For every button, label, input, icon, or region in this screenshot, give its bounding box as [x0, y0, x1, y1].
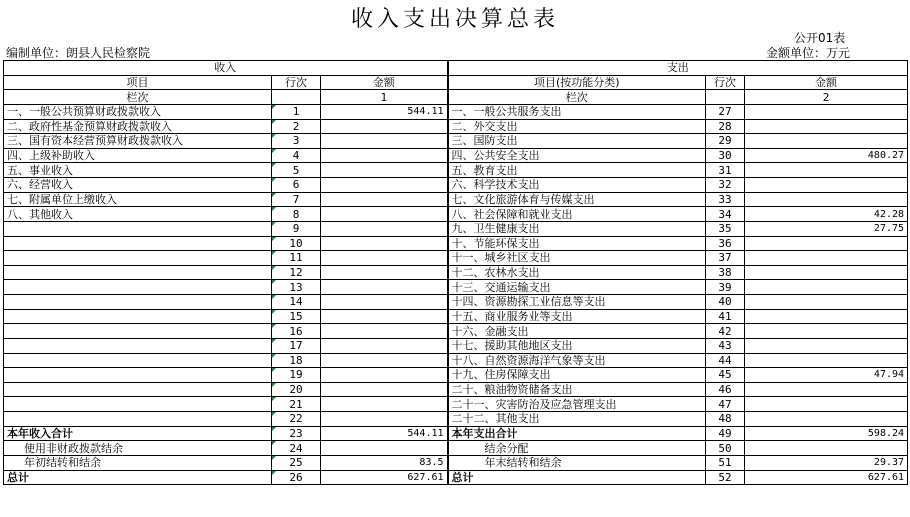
expense-item: 二十、粮油物资储备支出 — [448, 382, 706, 397]
income-amount — [321, 148, 448, 163]
income-row-no: 20 — [272, 382, 321, 397]
income-amount — [321, 368, 448, 383]
form-number: 公开01表 — [794, 31, 846, 45]
expense-row-no: 27 — [706, 104, 745, 119]
expense-row-no: 44 — [706, 353, 745, 368]
expense-amount — [745, 353, 908, 368]
income-item: 六、经营收入 — [4, 178, 272, 193]
summary-expense-row-no: 51 — [706, 455, 745, 470]
table-row — [4, 353, 908, 368]
income-amount — [321, 338, 448, 353]
expense-item: 二十二、其他支出 — [448, 412, 706, 427]
table-row — [4, 368, 908, 383]
reporting-unit: 编制单位：朗县人民检察院 — [6, 46, 151, 60]
table-row — [4, 207, 908, 222]
expense-amount — [745, 119, 908, 134]
expense-amount — [745, 104, 908, 119]
income-item — [4, 338, 272, 353]
table-row — [4, 221, 908, 236]
expense-amount — [745, 338, 908, 353]
table-row — [4, 265, 908, 280]
expense-column-index: 2 — [745, 90, 908, 105]
expense-column-blank — [706, 90, 745, 105]
expense-item: 一、一般公共服务支出 — [448, 104, 706, 119]
income-item — [4, 295, 272, 310]
expense-amount — [745, 265, 908, 280]
expense-amount — [745, 251, 908, 266]
expense-row-no: 39 — [706, 280, 745, 295]
expense-amount — [745, 309, 908, 324]
income-item — [4, 353, 272, 368]
summary-income-item: 总计 — [4, 470, 272, 485]
expense-row-no: 46 — [706, 382, 745, 397]
income-amount — [321, 119, 448, 134]
summary-row — [4, 455, 908, 470]
amount-unit: 金额单位：万元 — [766, 46, 851, 60]
expense-row-no: 35 — [706, 221, 745, 236]
income-item-header: 项目 — [4, 75, 272, 90]
expense-amount — [745, 397, 908, 412]
summary-income-item: 本年收入合计 — [4, 426, 272, 441]
expense-amount — [745, 178, 908, 193]
expense-row-no: 29 — [706, 134, 745, 149]
expense-item: 十六、金融支出 — [448, 324, 706, 339]
expense-row-no: 43 — [706, 338, 745, 353]
expense-amount — [745, 236, 908, 251]
expense-row-no: 47 — [706, 397, 745, 412]
income-row-no: 17 — [272, 338, 321, 353]
income-column-index: 1 — [321, 90, 448, 105]
income-row-no: 16 — [272, 324, 321, 339]
table-row — [4, 397, 908, 412]
expense-item: 十、节能环保支出 — [448, 236, 706, 251]
table-row — [4, 324, 908, 339]
income-amount — [321, 134, 448, 149]
income-item — [4, 397, 272, 412]
income-row-no: 8 — [272, 207, 321, 222]
income-item — [4, 251, 272, 266]
summary-row — [4, 426, 908, 441]
income-item: 八、其他收入 — [4, 207, 272, 222]
income-amount — [321, 265, 448, 280]
expense-amount: 42.28 — [745, 207, 908, 222]
income-amount — [321, 163, 448, 178]
expense-amount-header: 金额 — [745, 75, 908, 90]
income-row-no: 14 — [272, 295, 321, 310]
income-amount — [321, 397, 448, 412]
income-amount — [321, 236, 448, 251]
table-row — [4, 119, 908, 134]
income-item: 二、政府性基金预算财政拨款收入 — [4, 119, 272, 134]
income-item: 四、上级补助收入 — [4, 148, 272, 163]
summary-income-amount: 627.61 — [321, 470, 448, 485]
table-row — [4, 309, 908, 324]
expense-item: 十四、资源勘探工业信息等支出 — [448, 295, 706, 310]
income-item — [4, 368, 272, 383]
summary-expense-row-no: 52 — [706, 470, 745, 485]
expense-item: 八、社会保障和就业支出 — [448, 207, 706, 222]
table-row — [4, 251, 908, 266]
income-amount — [321, 251, 448, 266]
summary-expense-item: 总计 — [448, 470, 706, 485]
summary-row — [4, 441, 908, 456]
expense-row-no: 48 — [706, 412, 745, 427]
income-amount — [321, 221, 448, 236]
income-column-blank — [272, 90, 321, 105]
summary-income-row-no: 26 — [272, 470, 321, 485]
income-row-no: 18 — [272, 353, 321, 368]
expense-item: 二十一、灾害防治及应急管理支出 — [448, 397, 706, 412]
summary-income-row-no: 24 — [272, 441, 321, 456]
income-amount — [321, 280, 448, 295]
expense-item: 三、国防支出 — [448, 134, 706, 149]
income-amount — [321, 382, 448, 397]
expense-item: 十三、交通运输支出 — [448, 280, 706, 295]
summary-row — [4, 470, 908, 485]
expense-item: 十八、自然资源海洋气象等支出 — [448, 353, 706, 368]
expense-amount — [745, 295, 908, 310]
income-amount — [321, 412, 448, 427]
income-amount-header: 金额 — [321, 75, 448, 90]
table-row — [4, 134, 908, 149]
expense-amount — [745, 412, 908, 427]
expense-amount — [745, 163, 908, 178]
income-row-no: 5 — [272, 163, 321, 178]
expense-item: 二、外交支出 — [448, 119, 706, 134]
income-item: 一、一般公共预算财政拨款收入 — [4, 104, 272, 119]
table-row — [4, 148, 908, 163]
summary-expense-row-no: 49 — [706, 426, 745, 441]
expense-row-no: 34 — [706, 207, 745, 222]
income-row-no: 12 — [272, 265, 321, 280]
expense-row-no: 41 — [706, 309, 745, 324]
summary-expense-item: 本年支出合计 — [448, 426, 706, 441]
income-item — [4, 221, 272, 236]
expense-row-no: 33 — [706, 192, 745, 207]
income-row-no: 22 — [272, 412, 321, 427]
header-row-columns — [4, 75, 908, 90]
expense-row-no: 31 — [706, 163, 745, 178]
expense-row-no: 30 — [706, 148, 745, 163]
income-amount — [321, 309, 448, 324]
expense-row-no: 36 — [706, 236, 745, 251]
expense-item: 十二、农林水支出 — [448, 265, 706, 280]
table-row — [4, 412, 908, 427]
table-row — [4, 280, 908, 295]
expense-amount — [745, 134, 908, 149]
income-amount: 544.11 — [321, 104, 448, 119]
expense-amount: 480.27 — [745, 148, 908, 163]
table-row — [4, 104, 908, 119]
income-item — [4, 280, 272, 295]
income-amount — [321, 192, 448, 207]
table-row — [4, 295, 908, 310]
expense-item: 七、文化旅游体育与传媒支出 — [448, 192, 706, 207]
summary-income-row-no: 23 — [272, 426, 321, 441]
table-row — [4, 236, 908, 251]
expense-section-header: 支出 — [448, 61, 908, 76]
income-amount — [321, 178, 448, 193]
income-item — [4, 309, 272, 324]
expense-amount: 47.94 — [745, 368, 908, 383]
income-row-no: 7 — [272, 192, 321, 207]
expense-item-header: 项目(按功能分类) — [448, 75, 706, 90]
expense-item: 九、卫生健康支出 — [448, 221, 706, 236]
expense-row-no: 42 — [706, 324, 745, 339]
expense-row-no: 32 — [706, 178, 745, 193]
expense-amount — [745, 324, 908, 339]
income-row-no: 10 — [272, 236, 321, 251]
expense-column-label: 栏次 — [448, 90, 706, 105]
income-amount — [321, 353, 448, 368]
expense-row-no: 37 — [706, 251, 745, 266]
expense-item: 十一、城乡社区支出 — [448, 251, 706, 266]
summary-income-amount: 544.11 — [321, 426, 448, 441]
expense-amount — [745, 382, 908, 397]
report-title: 收入支出决算总表 — [350, 7, 559, 32]
summary-income-row-no: 25 — [272, 455, 321, 470]
expense-item: 十五、商业服务业等支出 — [448, 309, 706, 324]
summary-expense-row-no: 50 — [706, 441, 745, 456]
summary-expense-item: 年末结转和结余 — [448, 455, 706, 470]
income-item — [4, 265, 272, 280]
expense-amount — [745, 192, 908, 207]
income-expense-table — [3, 60, 908, 485]
income-row-no: 11 — [272, 251, 321, 266]
income-amount — [321, 324, 448, 339]
income-row-no-header: 行次 — [272, 75, 321, 90]
summary-income-amount — [321, 441, 448, 456]
expense-item: 五、教育支出 — [448, 163, 706, 178]
table-row — [4, 382, 908, 397]
expense-amount: 27.75 — [745, 221, 908, 236]
income-row-no: 3 — [272, 134, 321, 149]
summary-expense-amount: 627.61 — [745, 470, 908, 485]
income-row-no: 13 — [272, 280, 321, 295]
income-row-no: 2 — [272, 119, 321, 134]
income-item — [4, 324, 272, 339]
table-row — [4, 178, 908, 193]
income-row-no: 4 — [272, 148, 321, 163]
expense-row-no: 40 — [706, 295, 745, 310]
expense-amount — [745, 280, 908, 295]
table-row — [4, 192, 908, 207]
summary-income-amount: 83.5 — [321, 455, 448, 470]
income-item: 七、附属单位上缴收入 — [4, 192, 272, 207]
summary-expense-amount: 29.37 — [745, 455, 908, 470]
income-row-no: 9 — [272, 221, 321, 236]
expense-row-no: 38 — [706, 265, 745, 280]
expense-item: 四、公共安全支出 — [448, 148, 706, 163]
expense-row-no-header: 行次 — [706, 75, 745, 90]
expense-row-no: 45 — [706, 368, 745, 383]
income-row-no: 15 — [272, 309, 321, 324]
income-item: 五、事业收入 — [4, 163, 272, 178]
table-row — [4, 338, 908, 353]
income-amount — [321, 207, 448, 222]
income-row-no: 21 — [272, 397, 321, 412]
summary-expense-item: 结余分配 — [448, 441, 706, 456]
summary-income-item: 年初结转和结余 — [4, 455, 272, 470]
income-row-no: 19 — [272, 368, 321, 383]
header-row-column-index — [4, 90, 908, 105]
table-row — [4, 163, 908, 178]
summary-expense-amount — [745, 441, 908, 456]
header-row-sections — [4, 61, 908, 76]
expense-item: 六、科学技术支出 — [448, 178, 706, 193]
summary-expense-amount: 598.24 — [745, 426, 908, 441]
expense-item: 十九、住房保障支出 — [448, 368, 706, 383]
expense-row-no: 28 — [706, 119, 745, 134]
expense-item: 十七、援助其他地区支出 — [448, 338, 706, 353]
income-item — [4, 236, 272, 251]
income-amount — [321, 295, 448, 310]
income-item: 三、国有资本经营预算财政拨款收入 — [4, 134, 272, 149]
summary-income-item: 使用非财政拨款结余 — [4, 441, 272, 456]
income-row-no: 1 — [272, 104, 321, 119]
income-column-label: 栏次 — [4, 90, 272, 105]
income-item — [4, 382, 272, 397]
income-row-no: 6 — [272, 178, 321, 193]
income-section-header: 收入 — [4, 61, 448, 76]
income-item — [4, 412, 272, 427]
